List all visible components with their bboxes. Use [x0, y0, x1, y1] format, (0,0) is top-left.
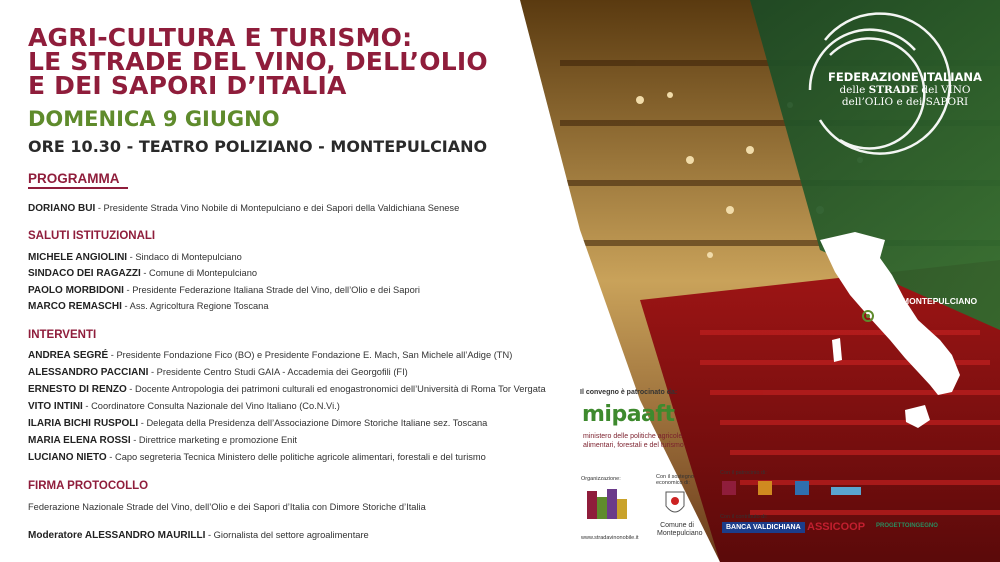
speaker-name: DORIANO BUI — [28, 203, 96, 214]
mipaaft-subtitle: ministero delle politiche agricole alimentari, forestali e del turismo — [583, 433, 684, 449]
interventi-item — [28, 452, 486, 463]
comune-label: Comune di Montepulciano — [657, 522, 703, 537]
saluti-item — [28, 301, 268, 312]
strada-vino-logo-icon — [585, 487, 630, 525]
organizzazione-label: Organizzazione: — [581, 476, 621, 482]
patron-logo-icon — [831, 487, 861, 495]
event-title — [28, 23, 488, 100]
progetto-logo: PROGETTOINGEGNO — [876, 523, 938, 529]
speaker-name: MARCO REMASCHI — [28, 301, 122, 312]
contributo-label: Con il contributo di: — [720, 514, 768, 520]
programma-underline — [28, 187, 128, 189]
speaker-name: MARIA ELENA ROSSI — [28, 435, 131, 446]
speaker-role: - Sindaco di Montepulciano — [127, 252, 242, 262]
website: www.stradavinonobile.it — [581, 535, 639, 541]
speaker-role: - Coordinatore Consulta Nazionale del Vino Italiano (Co.N.Vi.) — [82, 401, 340, 411]
speaker-role: - Presidente Federazione Italiana Strade del Vino, dell’Olio e dei Sapori — [123, 285, 420, 295]
patron-logos — [722, 481, 882, 497]
firma-text: Federazione Nazionale Strade del Vino, dell’Olio e dei Sapori d’Italia con Dimore Storiche d’Italia — [28, 502, 426, 512]
sostegno-label: Con il sostegno economico di: — [656, 474, 694, 486]
saluti-item — [28, 252, 242, 263]
speaker-role: - Capo segreteria Tecnica Ministero delle politiche agricole alimentari, forestali e del turismo — [106, 452, 486, 462]
interventi-item — [28, 350, 512, 361]
firma-heading: FIRMA PROTOCOLLO — [28, 480, 149, 492]
patron-logo-icon — [722, 481, 736, 495]
speaker-role: - Delegata della Presidenza dell’Associazione Dimore Storiche Italiane sez. Toscana — [138, 418, 488, 428]
federation-line-3: dell’OLIO e dei SAPORI — [841, 96, 969, 108]
event-date: DOMENICA 9 GIUGNO — [28, 107, 280, 131]
saluti-item — [28, 285, 420, 296]
title-line-3: E DEI SAPORI D’ITALIA — [28, 71, 347, 100]
speaker-role: - Presidente Fondazione Fico (BO) e Presidente Fondazione E. Mach, San Michele all’Adige (TN) — [108, 350, 513, 360]
interventi-item — [28, 401, 340, 412]
speaker-name: ERNESTO DI RENZO — [28, 384, 127, 395]
speaker-name: VITO INTINI — [28, 401, 83, 412]
interventi-item — [28, 367, 408, 378]
map-label: MONTEPULCIANO — [902, 296, 978, 306]
interventi-item — [28, 418, 487, 429]
patrocinio2-label: Con il patrocinio di: — [720, 470, 767, 476]
saluti-item — [28, 268, 257, 279]
speaker-role: - Comune di Montepulciano — [140, 268, 258, 278]
moderator-name: Moderatore ALESSANDRO MAURILLI — [28, 530, 206, 541]
speaker-name: MICHELE ANGIOLINI — [28, 252, 128, 263]
banca-logo: BANCA VALDICHIANA — [722, 522, 805, 533]
speaker-role: - Direttrice marketing e promozione Enit — [130, 435, 297, 445]
moderatore-line — [28, 530, 369, 541]
federation-line-1: FEDERAZIONE ITALIANA — [828, 70, 982, 84]
speaker-name: ANDREA SEGRÉ — [28, 350, 109, 361]
interventi-item — [28, 384, 546, 395]
patrocinio-label: Il convegno è patrocinato da: — [580, 389, 678, 396]
interventi-item — [28, 435, 297, 446]
speaker-name: ILARIA BICHI RUSPOLI — [28, 418, 139, 429]
title-line-2: LE STRADE DEL VINO, DELL’OLIO — [28, 47, 488, 76]
title-line-1: AGRI-CULTURA E TURISMO: — [28, 23, 413, 52]
speaker-name: LUCIANO NIETO — [28, 452, 107, 463]
speaker-name: SINDACO DEI RAGAZZI — [28, 268, 141, 279]
mipaaft-logo: mipaaft — [582, 402, 675, 427]
federation-line-2: delle STRADE del VINO — [839, 84, 971, 96]
speaker-role: - Ass. Agricoltura Regione Toscana — [121, 301, 269, 311]
opening-speaker — [28, 203, 459, 214]
moderator-role: - Giornalista del settore agroalimentare — [205, 530, 369, 540]
speaker-name: PAOLO MORBIDONI — [28, 285, 124, 296]
saluti-heading: SALUTI ISTITUZIONALI — [28, 230, 156, 242]
speaker-name: ALESSANDRO PACCIANI — [28, 367, 149, 378]
comune-crest-icon — [664, 490, 686, 518]
interventi-heading: INTERVENTI — [28, 329, 97, 341]
speaker-role: - Presidente Centro Studi GAIA - Accademia dei Georgofili (FI) — [148, 367, 408, 377]
programma-heading: PROGRAMMA — [28, 171, 120, 186]
patron-logo-icon — [758, 481, 772, 495]
event-venue: ORE 10.30 - TEATRO POLIZIANO - MONTEPULCIANO — [28, 137, 488, 156]
speaker-role: - Docente Antropologia dei patrimoni culturali ed enogastronomici dell’Università di Roma Tor Vergata — [126, 384, 546, 394]
federation-name — [820, 70, 990, 108]
patron-logo-icon — [795, 481, 809, 495]
speaker-role: - Presidente Strada Vino Nobile di Montepulciano e dei Sapori della Valdichiana Senese — [95, 203, 460, 213]
assicoop-logo: ASSICOOP — [807, 521, 866, 533]
